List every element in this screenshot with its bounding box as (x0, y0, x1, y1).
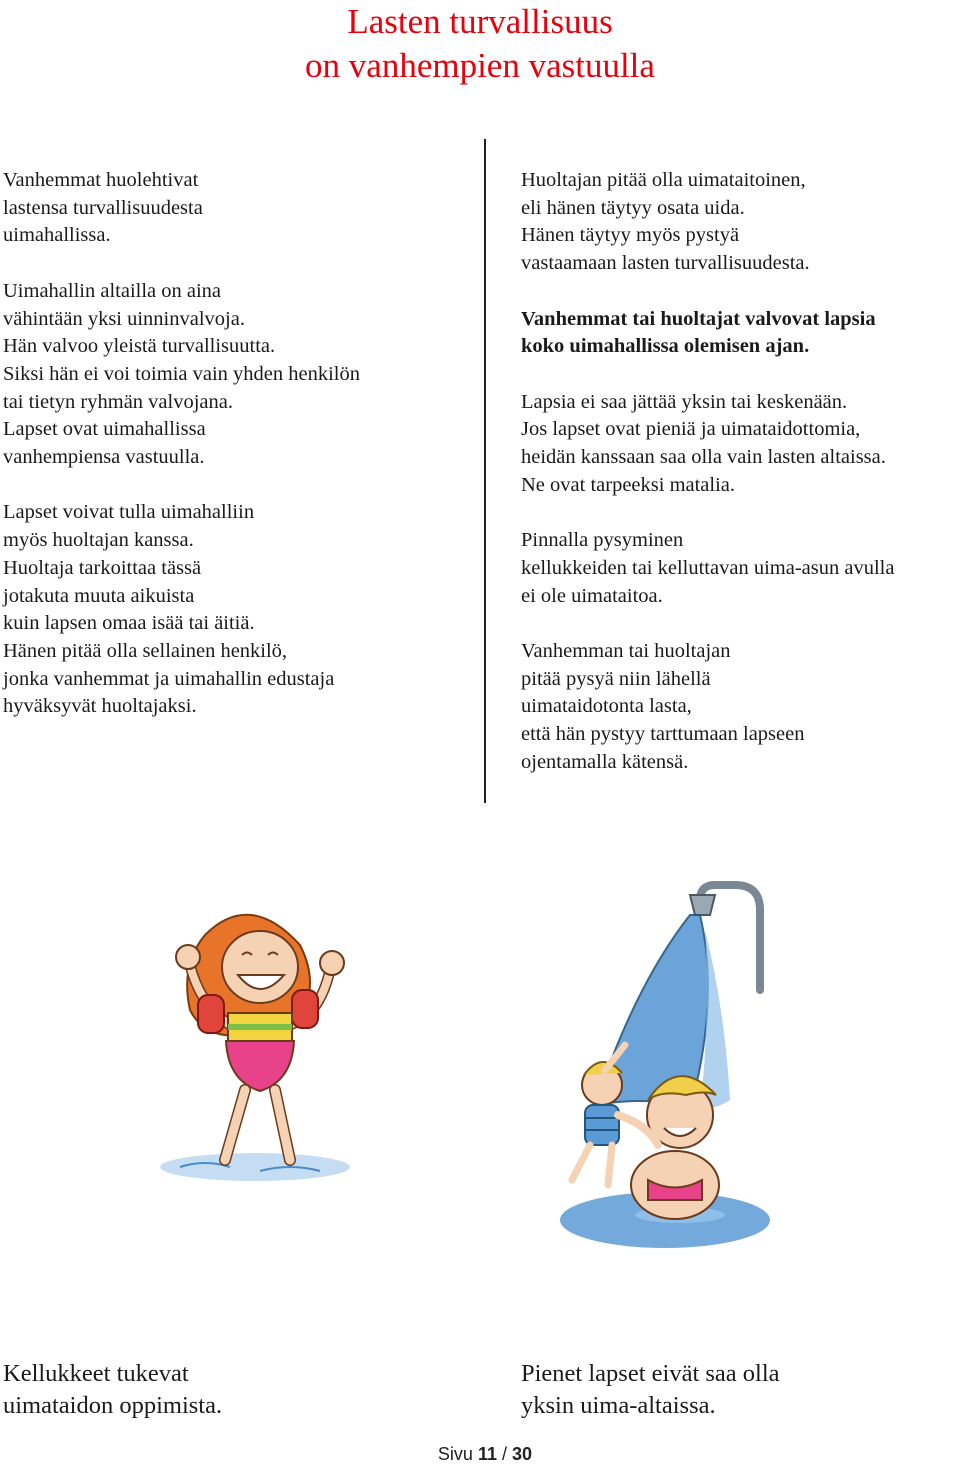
text-line: että hän pystyy tarttumaan lapseen (521, 723, 805, 745)
text-line: Vanhemmat huolehtivat (3, 169, 199, 191)
left-paragraph-2 (3, 278, 473, 472)
right-paragraph-4 (521, 527, 960, 610)
page-title (0, 0, 960, 88)
page-prefix: Sivu (437, 1444, 473, 1464)
text-line: pitää pysyä niin lähellä (521, 667, 711, 690)
text-line: eli hänen täytyy osata uida. (521, 196, 745, 219)
text-line: Huoltajan pitää olla uimataitoinen, (521, 169, 806, 191)
caption-armbands (3, 1358, 222, 1422)
text-line: kuin lapsen omaa isää tai äitiä. (3, 612, 255, 635)
text-line: Ne ovat tarpeeksi matalia. (521, 473, 736, 496)
text-line: heidän kanssaan saa olla vain lasten altaissa. (521, 446, 886, 468)
text-line: Huoltaja tarkoittaa tässä (3, 556, 202, 579)
text-line: vastaamaan lasten turvallisuudesta. (521, 252, 810, 275)
right-paragraph-1 (521, 167, 960, 278)
right-paragraph-3 (521, 389, 960, 500)
left-column (3, 167, 473, 749)
caption-line: yksin uima-altaissa. (521, 1392, 716, 1419)
text-line: Uimahallin altailla on aina (3, 279, 222, 302)
column-divider (484, 139, 486, 803)
text-line: Vanhemmat tai huoltajat valvovat lapsia (521, 307, 876, 330)
text-line: Vanhemman tai huoltajan (521, 639, 731, 662)
caption-small-children (521, 1358, 780, 1422)
left-paragraph-1 (3, 167, 473, 250)
page-separator: / (502, 1444, 508, 1464)
total-pages: 30 (512, 1444, 533, 1464)
text-line: Hänen täytyy myös pystyä (521, 224, 740, 247)
text-line: tai tietyn ryhmän valvojana. (3, 390, 233, 413)
text-line: Hän valvoo yleistä turvallisuutta. (3, 335, 276, 358)
text-line: Lapset voivat tulla uimahalliin (3, 501, 255, 524)
caption-line: Pienet lapset eivät saa olla (521, 1360, 780, 1387)
text-line: lastensa turvallisuudesta (3, 196, 203, 219)
left-paragraph-3 (3, 499, 473, 721)
text-line: Lapset ovat uimahallissa (3, 418, 206, 441)
text-line: vanhempiensa vastuulla. (3, 446, 205, 469)
text-line: jonka vanhemmat ja uimahallin edustaja (3, 667, 335, 690)
girl-with-armbands-illustration (110, 905, 380, 1190)
right-paragraph-5 (521, 638, 960, 777)
text-line: kellukkeiden tai kelluttavan uima-asun avulla (521, 556, 895, 579)
text-line: uimataidotonta lasta, (521, 695, 692, 718)
text-line: Jos lapset ovat pieniä ja uimataidottomia, (521, 418, 861, 441)
right-column (521, 167, 960, 804)
current-page: 11 (477, 1444, 497, 1464)
text-line: myös huoltajan kanssa. (3, 529, 194, 552)
text-line: Siksi hän ei voi toimia vain yhden henkilön (3, 362, 360, 385)
text-line: uimahallissa. (3, 224, 111, 247)
text-line: vähintään yksi uinninvalvoja. (3, 307, 245, 330)
text-line: ojentamalla kätensä. (521, 750, 689, 773)
caption-line: Kellukkeet tukevat (3, 1360, 189, 1387)
shower-and-child-illustration (540, 870, 790, 1270)
text-line: koko uimahallissa olemisen ajan. (521, 335, 810, 358)
title-line-1: Lasten turvallisuus (347, 2, 613, 41)
page-number (0, 1444, 960, 1465)
right-paragraph-bold (521, 306, 960, 361)
text-line: Lapsia ei saa jättää yksin tai keskenään. (521, 390, 848, 413)
text-line: hyväksyvät huoltajaksi. (3, 695, 197, 718)
text-line: Pinnalla pysyminen (521, 529, 684, 552)
title-line-2: on vanhempien vastuulla (305, 46, 655, 85)
caption-line: uimataidon oppimista. (3, 1392, 223, 1419)
text-line: jotakuta muuta aikuista (3, 584, 195, 607)
text-line: Hänen pitää olla sellainen henkilö, (3, 639, 288, 662)
text-line: ei ole uimataitoa. (521, 584, 663, 607)
